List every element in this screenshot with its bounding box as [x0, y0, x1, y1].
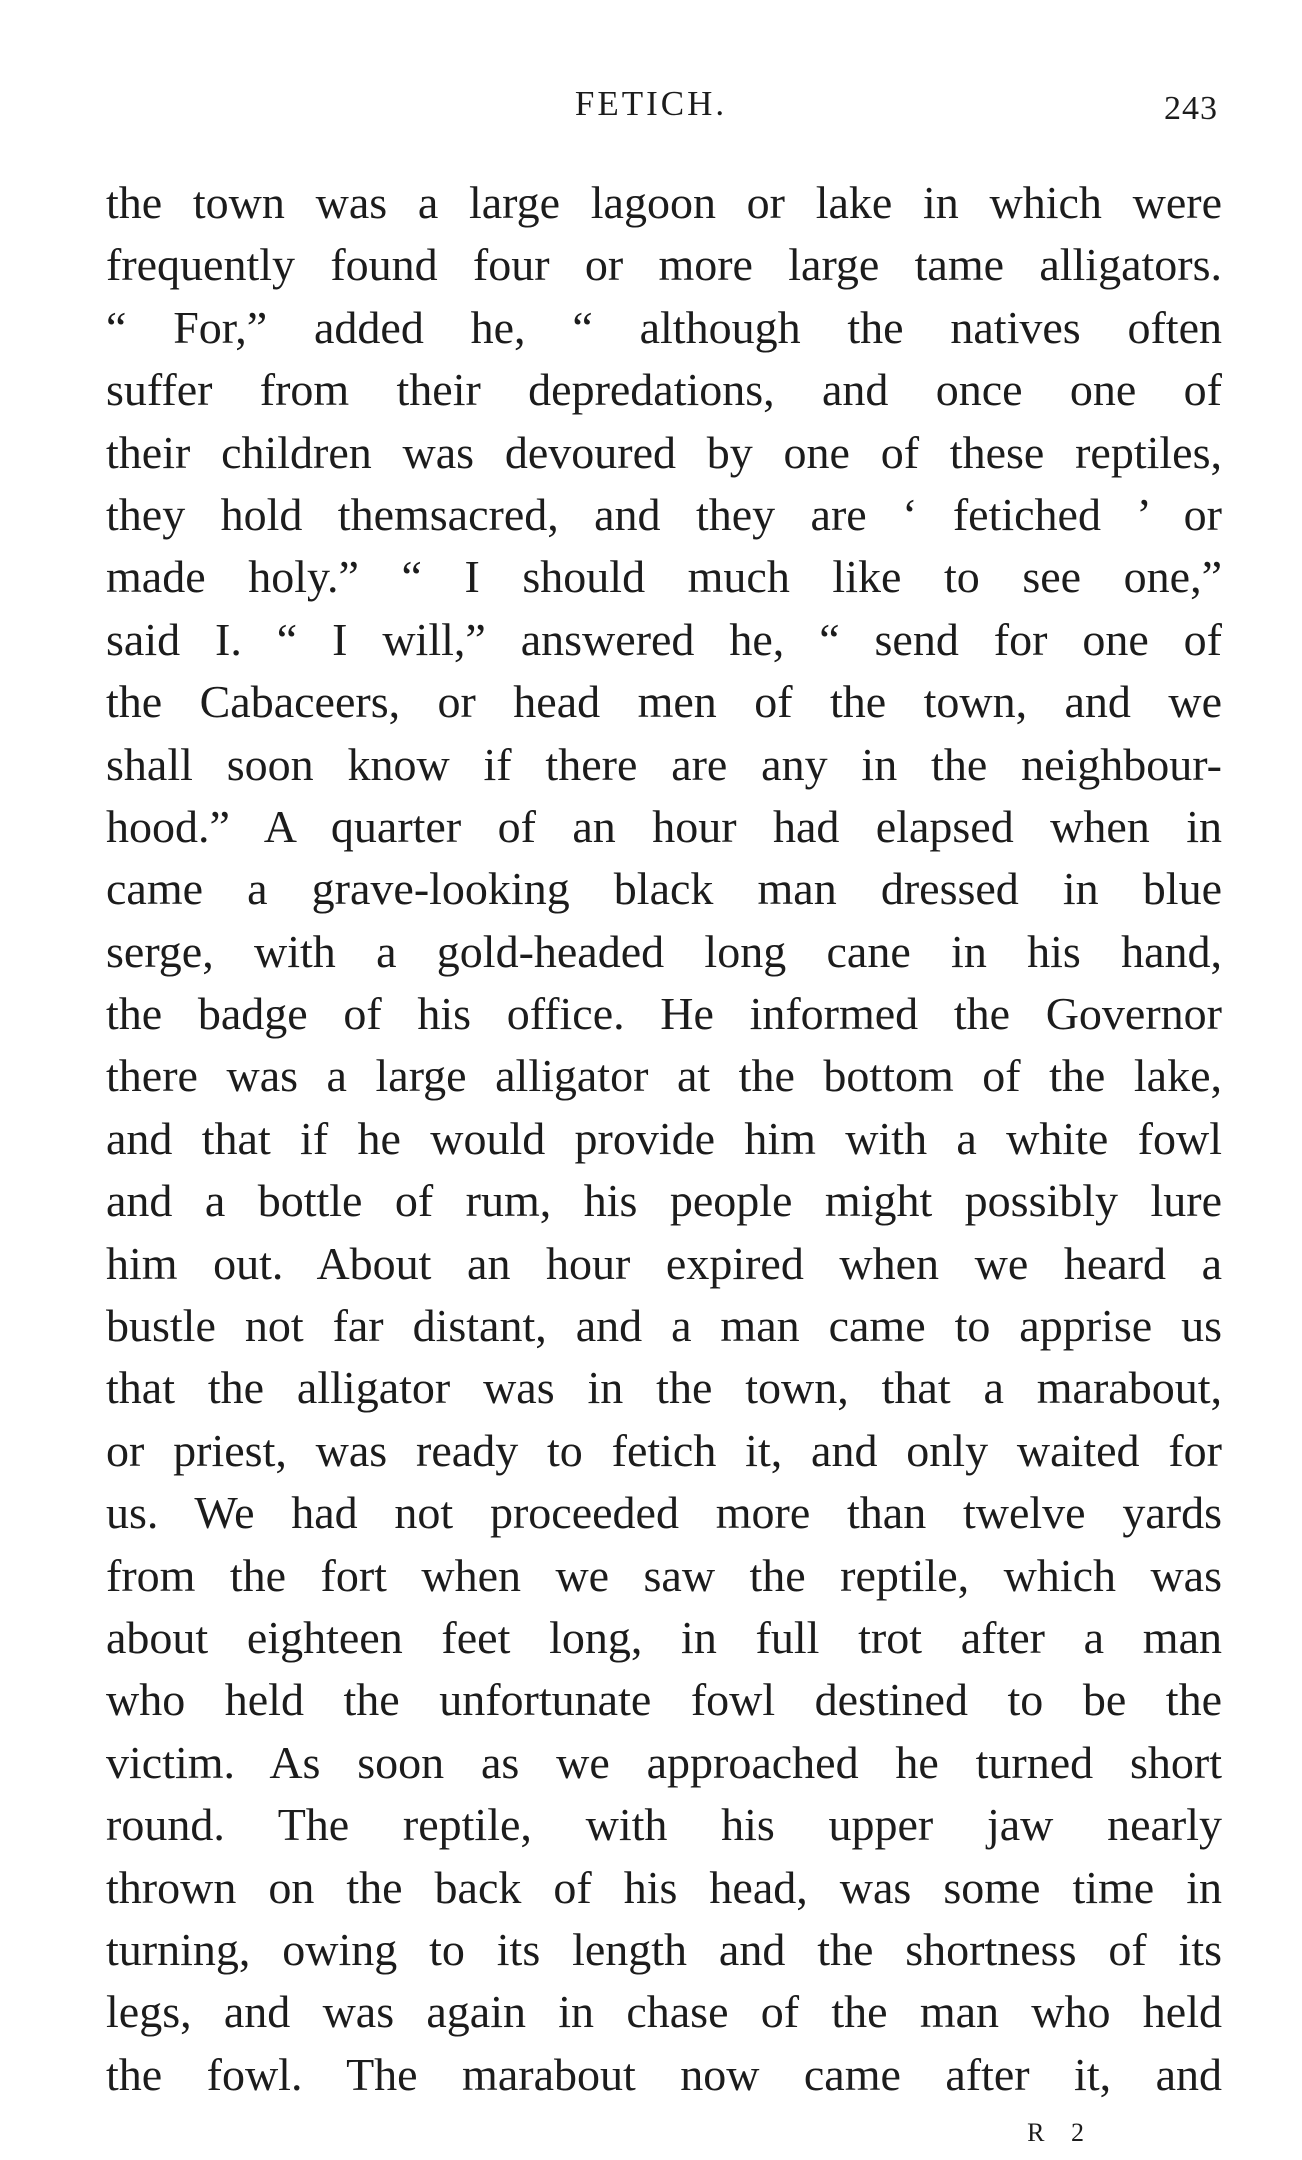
- text-line: victim. As soon as we approached he turned short: [106, 1736, 1222, 1788]
- text-line: legs, and was again in chase of the man who held: [106, 1986, 1222, 2038]
- text-line: they hold themsacred, and they are ‘ fetiched ’ or: [106, 488, 1222, 540]
- text-line: turning, owing to its length and the shortness of its: [106, 1923, 1222, 1975]
- text-line: round. The reptile, with his upper jaw nearly: [106, 1799, 1222, 1851]
- text-line: frequently found four or more large tame alligators.: [106, 239, 1222, 291]
- text-line: “ For,” added he, “ although the natives often: [106, 301, 1222, 353]
- text-line: the town was a large lagoon or lake in which were: [106, 177, 1222, 228]
- text-line: there was a large alligator at the bottom of the lake,: [106, 1050, 1222, 1102]
- text-line: said I. “ I will,” answered he, “ send for one of: [106, 613, 1222, 665]
- text-line: shall soon know if there are any in the neighbour-: [106, 738, 1222, 790]
- text-line: us. We had not proceeded more than twelve yards: [106, 1487, 1222, 1539]
- text-line: their children was devoured by one of these reptiles,: [106, 426, 1222, 478]
- text-line: the Cabaceers, or head men of the town, and we: [106, 676, 1222, 728]
- text-line: and that if he would provide him with a white fowl: [106, 1112, 1222, 1164]
- text-line: or priest, was ready to fetich it, and only waited for: [106, 1424, 1222, 1476]
- running-header: [0, 78, 1302, 128]
- text-line: the fowl. The marabout now came after it, and: [106, 2048, 1222, 2100]
- text-line: about eighteen feet long, in full trot after a man: [106, 1611, 1222, 1663]
- text-line: made holy.” “ I should much like to see one,”: [106, 551, 1222, 603]
- text-line: who held the unfortunate fowl destined to be the: [106, 1674, 1222, 1726]
- running-title: FETICH.: [574, 84, 728, 123]
- text-line: the badge of his office. He informed the Governor: [106, 988, 1222, 1040]
- text-line: that the alligator was in the town, that a marabout,: [106, 1362, 1222, 1414]
- text-line: and a bottle of rum, his people might possibly lure: [106, 1175, 1222, 1227]
- text-line: serge, with a gold-headed long cane in his hand,: [106, 925, 1222, 977]
- text-line: suffer from their depredations, and once one of: [106, 364, 1222, 416]
- text-line: thrown on the back of his head, was some time in: [106, 1861, 1222, 1913]
- page-number: 243: [1164, 90, 1218, 127]
- signature-mark: R 2: [1027, 2118, 1094, 2147]
- text-line: from the fort when we saw the reptile, which was: [106, 1549, 1222, 1601]
- text-line: hood.” A quarter of an hour had elapsed when in: [106, 800, 1222, 852]
- text-line: him out. About an hour expired when we heard a: [106, 1237, 1222, 1289]
- body-text: [106, 172, 1222, 2106]
- text-line: bustle not far distant, and a man came to apprise us: [106, 1300, 1222, 1352]
- text-line: came a grave-looking black man dressed in blue: [106, 863, 1222, 915]
